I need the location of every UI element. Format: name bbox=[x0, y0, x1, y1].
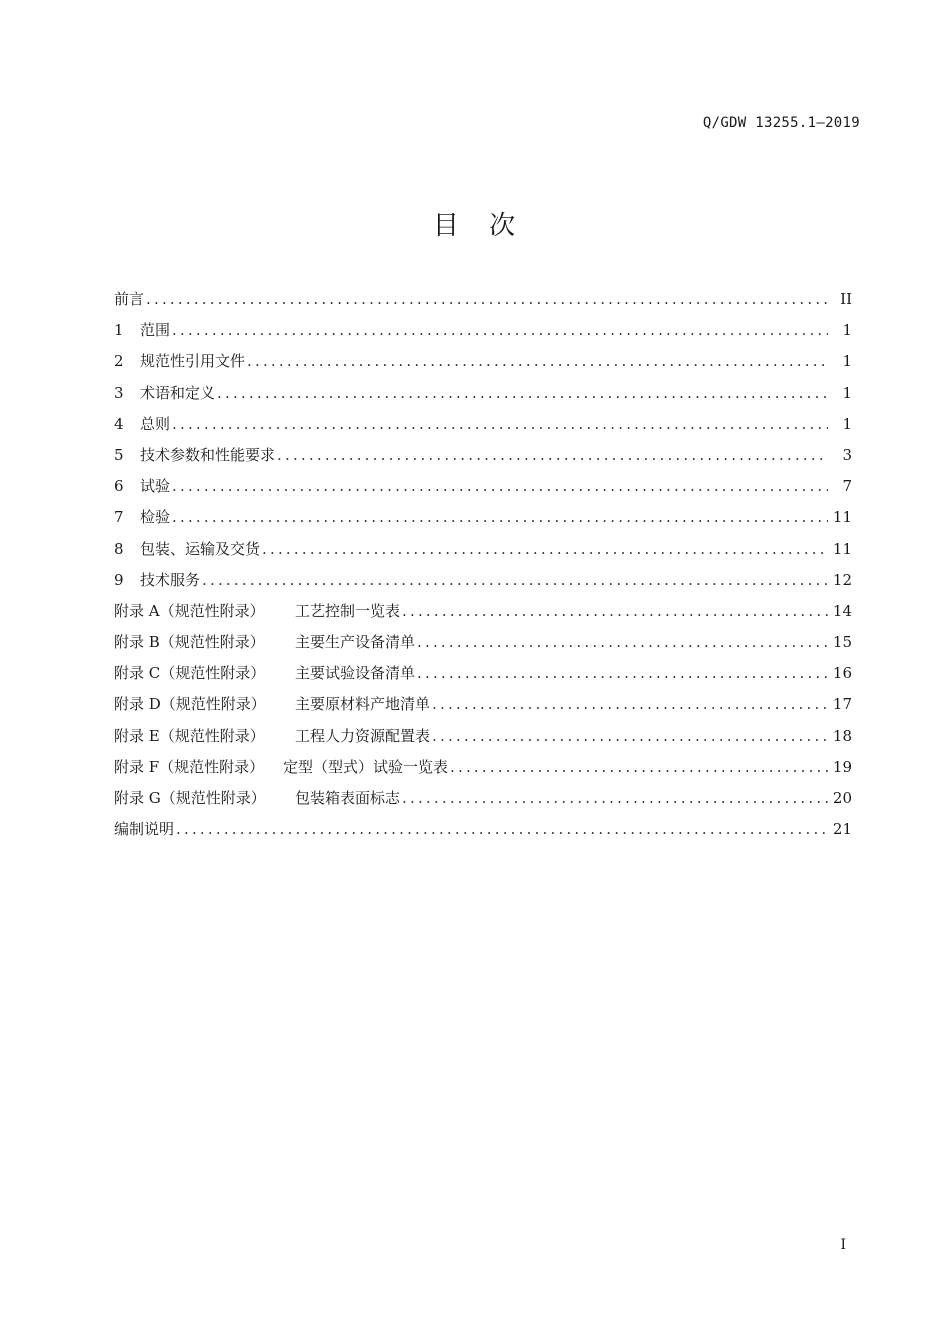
toc-entry-appendix-d[interactable] bbox=[114, 692, 852, 723]
toc-entry-number: 8 bbox=[114, 539, 124, 558]
appendix-prefix: 附录 E（规范性附录） bbox=[114, 726, 265, 745]
toc-entry-compilation-notes[interactable] bbox=[114, 817, 852, 848]
toc-entry-label: 技术参数和性能要求 bbox=[140, 445, 276, 464]
toc-entry-number: 7 bbox=[114, 508, 124, 527]
toc-entry-page: 21 bbox=[832, 820, 852, 839]
toc-entry-page: 16 bbox=[832, 664, 852, 683]
dot-leader bbox=[217, 381, 828, 405]
toc-entry-number: 5 bbox=[114, 445, 124, 464]
appendix-prefix: 附录 F（规范性附录） bbox=[114, 757, 265, 776]
toc-entry-9[interactable] bbox=[114, 568, 852, 599]
toc-entry-appendix-f[interactable] bbox=[114, 755, 852, 786]
dot-leader bbox=[172, 505, 828, 529]
appendix-prefix: 附录 G（规范性附录） bbox=[114, 789, 266, 807]
toc-entry-page: 1 bbox=[842, 352, 852, 371]
toc-entry-number: 6 bbox=[114, 477, 124, 496]
toc-entry-label: 包装、运输及交货 bbox=[140, 539, 261, 558]
dot-leader bbox=[432, 692, 828, 716]
toc-entry-number: 4 bbox=[114, 414, 124, 433]
toc-entry-label: 定型（型式）试验一览表 bbox=[283, 757, 449, 776]
toc-entry-page: 1 bbox=[842, 414, 852, 433]
toc-entry-appendix-g[interactable] bbox=[114, 786, 852, 817]
toc-entry-label: 技术服务 bbox=[140, 570, 201, 589]
toc-entry-page: II bbox=[840, 290, 852, 308]
toc-entry-number: 9 bbox=[114, 570, 124, 589]
dot-leader bbox=[172, 474, 828, 498]
toc-entry-page: 19 bbox=[832, 757, 852, 776]
toc-entry-foreword[interactable] bbox=[114, 287, 852, 318]
toc-entry-5[interactable] bbox=[114, 443, 852, 474]
toc-entry-1[interactable] bbox=[114, 318, 852, 349]
toc-entry-label: 规范性引用文件 bbox=[140, 352, 246, 371]
toc-entry-page: 15 bbox=[832, 633, 852, 652]
document-code: Q/GDW 13255.1—2019 bbox=[702, 115, 860, 131]
toc-entry-label: 工艺控制一览表 bbox=[295, 601, 401, 620]
dot-leader bbox=[432, 724, 828, 748]
toc-entry-label: 主要原材料产地清单 bbox=[295, 695, 431, 714]
dot-leader bbox=[417, 630, 828, 654]
toc-entry-label: 主要生产设备清单 bbox=[295, 633, 416, 652]
toc-entry-7[interactable] bbox=[114, 505, 852, 536]
dot-leader bbox=[450, 755, 828, 779]
toc-entry-label: 编制说明 bbox=[114, 820, 175, 839]
dot-leader bbox=[417, 661, 828, 685]
toc-entry-page: 18 bbox=[832, 726, 852, 745]
toc-entry-number: 3 bbox=[114, 383, 124, 402]
dot-leader bbox=[176, 817, 828, 841]
dot-leader bbox=[247, 349, 828, 373]
appendix-prefix: 附录 D（规范性附录） bbox=[114, 695, 266, 714]
dot-leader bbox=[146, 287, 828, 311]
appendix-prefix: 附录 B（规范性附录） bbox=[114, 633, 265, 652]
toc-entry-label: 前言 bbox=[114, 290, 145, 308]
toc-entry-6[interactable] bbox=[114, 474, 852, 505]
toc-entry-appendix-e[interactable] bbox=[114, 724, 852, 755]
toc-entry-page: 3 bbox=[842, 445, 852, 464]
toc-entry-page: 11 bbox=[832, 539, 852, 558]
page-title: 目 次 bbox=[432, 211, 518, 241]
toc-entry-label: 工程人力资源配置表 bbox=[295, 726, 431, 745]
appendix-prefix: 附录 A（规范性附录） bbox=[114, 601, 265, 620]
toc-entry-appendix-a[interactable] bbox=[114, 599, 852, 630]
page-number: I bbox=[840, 1237, 846, 1253]
dot-leader bbox=[172, 318, 828, 342]
toc-entry-8[interactable] bbox=[114, 537, 852, 568]
dot-leader bbox=[277, 443, 828, 467]
toc-entry-page: 1 bbox=[842, 321, 852, 340]
toc-entry-label: 包装箱表面标志 bbox=[295, 789, 401, 807]
toc-entry-page: 14 bbox=[832, 601, 852, 620]
toc-entry-page: 1 bbox=[842, 383, 852, 402]
toc-entry-appendix-b[interactable] bbox=[114, 630, 852, 661]
toc-entry-page: 7 bbox=[842, 477, 852, 496]
toc-entry-number: 1 bbox=[114, 321, 124, 340]
dot-leader bbox=[402, 599, 828, 623]
dot-leader bbox=[262, 537, 828, 561]
dot-leader bbox=[172, 412, 828, 436]
toc-entry-page: 20 bbox=[832, 789, 852, 807]
toc-entry-label: 主要试验设备清单 bbox=[295, 664, 416, 683]
toc-entry-label: 术语和定义 bbox=[140, 383, 216, 402]
table-of-contents bbox=[114, 287, 852, 848]
toc-entry-page: 11 bbox=[832, 508, 852, 527]
toc-entry-2[interactable] bbox=[114, 349, 852, 380]
toc-entry-label: 总则 bbox=[140, 414, 171, 433]
toc-entry-label: 试验 bbox=[140, 477, 171, 496]
toc-entry-appendix-c[interactable] bbox=[114, 661, 852, 692]
toc-entry-3[interactable] bbox=[114, 381, 852, 412]
toc-entry-page: 17 bbox=[832, 695, 852, 714]
toc-entry-4[interactable] bbox=[114, 412, 852, 443]
toc-entry-label: 范围 bbox=[140, 321, 171, 340]
toc-entry-label: 检验 bbox=[140, 508, 171, 527]
toc-entry-page: 12 bbox=[832, 570, 852, 589]
toc-entry-number: 2 bbox=[114, 352, 124, 371]
dot-leader bbox=[402, 786, 828, 810]
dot-leader bbox=[202, 568, 828, 592]
appendix-prefix: 附录 C（规范性附录） bbox=[114, 664, 266, 683]
